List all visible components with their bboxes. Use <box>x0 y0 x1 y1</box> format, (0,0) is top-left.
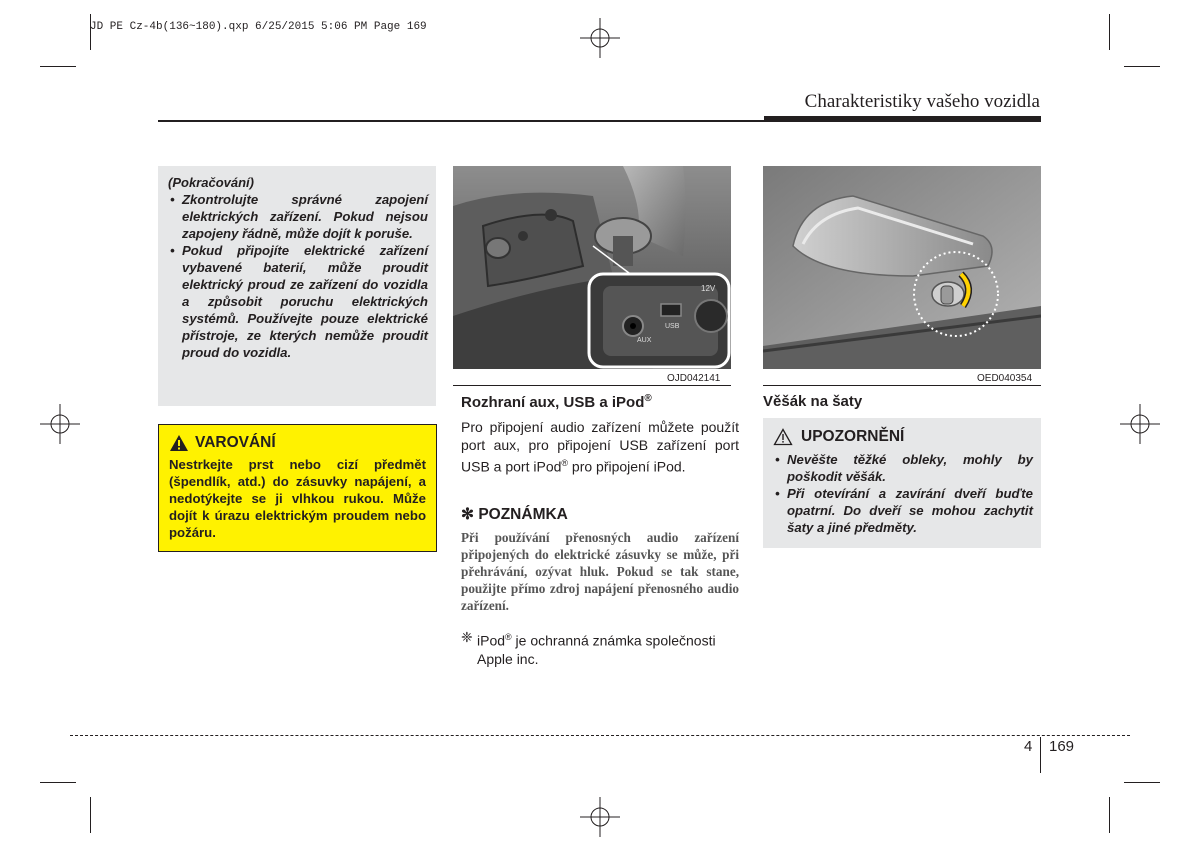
list-item: • Zkontrolujte správné zapojení elektrických zařízení. Pokud nejsou zapojeny řádně, může dojít k poruše. <box>168 191 428 242</box>
power-outlet-label: 12V <box>701 284 716 293</box>
caution-title: UPOZORNĚNÍ <box>801 428 905 445</box>
list-item: • Nevěšte těžké obleky, mohly by poškodit věšák. <box>773 451 1033 485</box>
caution-list <box>773 451 1033 536</box>
warning-text: Nestrkejte prst nebo cizí předmět (špendlík, atd.) do zásuvky napájení, a nedotýkejte se ji vlhkou rukou. Může dojít k úrazu elektrickým proudem nebo požáru. <box>169 457 426 540</box>
photo-code-rule <box>763 385 1041 386</box>
console-illustration <box>453 166 731 369</box>
aux-usb-ipod-body <box>461 418 739 476</box>
caution-triangle-icon <box>773 428 793 446</box>
photo-code: OJD042141 <box>667 373 721 384</box>
coat-hook-photo <box>763 166 1041 369</box>
page-number: 169 <box>1049 738 1075 755</box>
section-title: Charakteristiky vašeho vozidla <box>804 91 1040 112</box>
crop-mark <box>40 782 76 783</box>
warning-box <box>158 424 437 552</box>
note-text: Při používání přenosných audio zařízení připojených do elektrické zásuvky se může, při přehrávání, ozývat hluk. Pokud se tak stane, použijte přímo zdroj napájení přenosného audio zařízení. <box>461 530 739 613</box>
continued-box <box>158 166 436 406</box>
continued-label: (Pokračování) <box>168 175 254 190</box>
coat-hook-heading: Věšák na šaty <box>763 393 863 410</box>
list-item: • Pokud připojíte elektrické zařízení vybavené baterií, může proudit elektrický proud ze zařízení do vozidla a způsobit poruchu elektrických systémů. Používejte pouze elektrické přístroje, ze kterých nemůže proudit proud do vozidla. <box>168 242 428 361</box>
crop-mark <box>1109 797 1110 833</box>
registration-mark-bottom <box>580 797 620 837</box>
warning-header <box>169 434 426 452</box>
header-rule <box>158 120 764 122</box>
warning-triangle-icon <box>169 434 189 452</box>
footnote-text-b: je ochranná známka společnosti Apple inc. <box>477 632 716 667</box>
coat-hook-illustration <box>763 166 1041 369</box>
note-star-icon: ✻ <box>461 506 474 523</box>
registered-mark: ® <box>505 632 512 642</box>
footer-dashed-rule <box>70 735 1130 736</box>
aux-usb-photo <box>453 166 731 369</box>
registration-mark-top <box>580 18 620 58</box>
registration-mark-left <box>40 404 80 444</box>
crop-mark <box>1124 66 1160 67</box>
crop-mark <box>90 797 91 833</box>
registered-mark: ® <box>644 393 652 404</box>
photo-code: OED040354 <box>977 373 1033 384</box>
page-number-separator <box>1040 737 1041 773</box>
heading-text: Rozhraní aux, USB a iPod <box>461 394 645 411</box>
trademark-note <box>461 628 741 668</box>
note-header <box>461 505 568 524</box>
caution-box <box>763 418 1041 548</box>
registration-mark-right <box>1120 404 1160 444</box>
caution-header <box>773 428 1033 446</box>
crop-mark <box>1109 14 1110 50</box>
body-text-a: Pro připojení audio zařízení můžete použít port aux, pro připojení USB zařízení port USB a port iPod <box>461 419 739 475</box>
print-slug: JD PE Cz-4b(136~180).qxp 6/25/2015 5:06 PM Page 169 <box>90 21 427 33</box>
footnote-star-icon: ❈ <box>461 629 473 645</box>
note-title: POZNÁMKA <box>478 506 568 523</box>
crop-mark <box>1124 782 1160 783</box>
aux-usb-ipod-heading <box>461 393 652 411</box>
aux-port-label: AUX <box>637 337 652 344</box>
continued-list <box>168 191 428 361</box>
photo-code-rule <box>453 385 731 386</box>
footnote-text-a: iPod <box>477 632 506 649</box>
list-item: • Při otevírání a zavírání dveří buďte opatrní. Do dveří se mohou zachytit šaty a jiné předměty. <box>773 485 1033 536</box>
registered-mark: ® <box>561 458 569 468</box>
crop-mark <box>40 66 76 67</box>
header-rule-thick <box>764 116 1041 122</box>
body-text-b: pro připojení iPod. <box>568 458 686 475</box>
warning-title: VAROVÁNÍ <box>195 434 276 451</box>
usb-port-label: USB <box>665 323 680 330</box>
chapter-number: 4 <box>1024 738 1033 755</box>
